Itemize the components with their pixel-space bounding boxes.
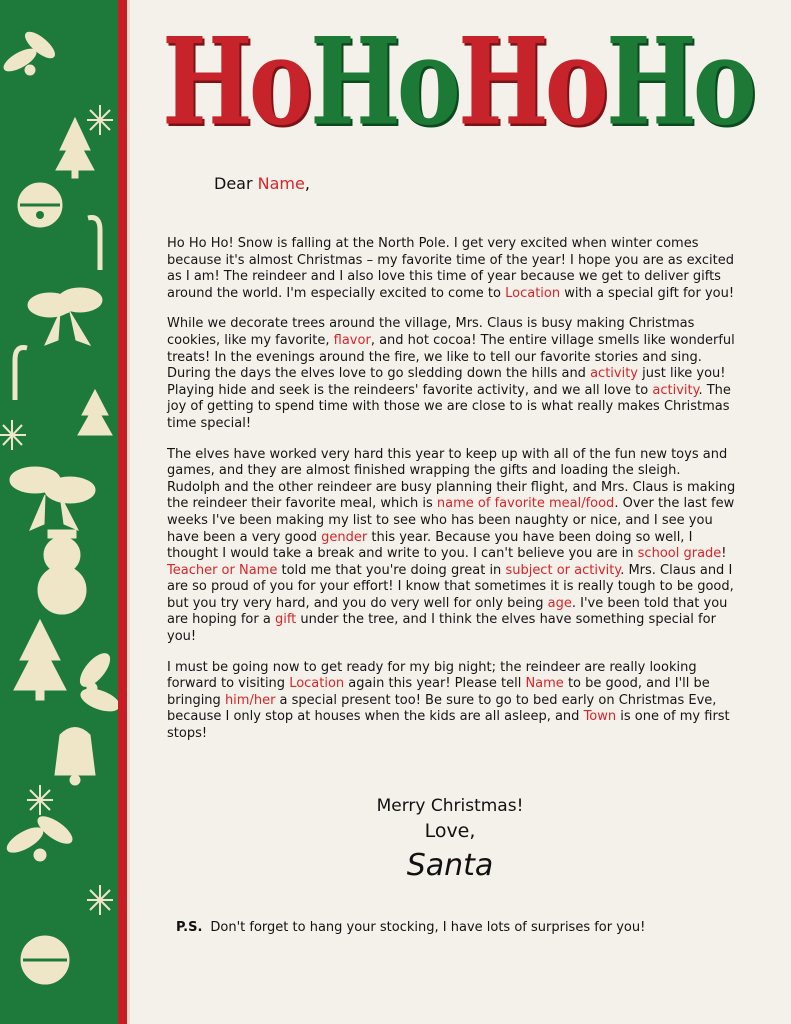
body-text-run: I must be going now to get ready for my big night; the reindeer are really looking forward to visiting [167,659,697,692]
placeholder-field: flavor [333,332,371,348]
tree-icon [78,390,112,435]
pattern-graphic [0,0,118,1024]
ho-ho-heading [150,10,770,152]
holly-icon [75,649,118,715]
heading-word: Ho [310,10,457,152]
jingle-bell-icon [55,728,95,786]
body-text-run: again this year! Please tell [344,676,526,692]
placeholder-field: activity [652,382,699,398]
placeholder-field: Name [525,676,564,692]
jingle-bell-icon [21,936,69,984]
gift-bow-icon [10,467,95,530]
placeholder-field: subject or activity [505,562,621,578]
body-text-run: , and hot cocoa! The entire village smells like wonderful treats! In the evenings around the fire, we like to tell our favorite stories and sing. During the days the elves love to go sledding down the hills and [167,332,735,382]
body-text-run: . Mrs. Claus and I are so proud of you for your effort! I know that sometimes it is really tough to be good, but you try very hard, and you do very well for only being [167,562,734,611]
snowman-icon [38,530,86,614]
body-paragraph [167,236,737,302]
body-text-run: . The joy of getting to spend time with those we are close to is what really makes Christmas time special! [167,382,731,431]
jingle-bell-icon [18,183,62,227]
placeholder-field: Teacher or Name [167,562,278,578]
paper-edge [127,0,130,1024]
body-text-run: . I've been told that you are hoping for a [167,595,728,628]
body-text-run: to be good, and I'll be bringing [167,676,710,708]
greeting-suffix: , [304,174,310,193]
greeting-prefix: Dear [214,174,258,193]
closing [300,796,600,883]
body-text-run: While we decorate trees around the village, Mrs. Claus is busy making Christmas cookies, like my favorite, [167,316,695,348]
postscript [176,920,645,935]
placeholder-field: gift [274,612,297,628]
body-text-run: just like you! Playing hide and seek is the reindeers' favorite activity, and we all love to [167,366,726,398]
greeting-name: Name [257,174,305,193]
heading-word: Ho [162,10,309,152]
tree-icon [14,620,66,700]
placeholder-field: gender [321,529,368,545]
body-text-run: The elves have worked very hard this year to keep up with all of the fun new toys and games, and they are almost finished wrapping the gifts and loading the sleigh. Rudolph and the other reindeer are busy planning their flight, and Mrs. Claus is making the reindeer their favorite meal, which is [167,446,736,512]
mistletoe-icon [4,812,76,861]
snowflake-icon [87,105,113,135]
heading-word: Ho [458,10,605,152]
placeholder-field: activity [590,366,638,382]
ps-label: P.S. [176,920,203,935]
body-paragraph [167,447,737,646]
closing-love: Love, [424,820,476,842]
gift-bow-icon [28,288,102,345]
ps-text: Don't forget to hang your stocking, I have lots of surprises for you! [210,920,646,935]
candy-cane-icon [88,218,100,271]
body-text-run: is one of my first stops! [167,709,730,742]
placeholder-field: him/her [224,692,276,708]
closing-merry: Merry Christmas! [376,796,524,816]
placeholder-field: Location [505,285,561,301]
candy-cane-icon [15,348,27,401]
letter-body [167,236,737,757]
body-text-run: under the tree, and I think the elves have something special for you! [167,612,716,645]
body-text-run: ! [721,546,727,562]
heading-word: Ho [606,10,753,152]
body-text-run: a special present too! Be sure to go to bed early on Christmas Eve, because I only stop at houses when the kids are all asleep, and [167,692,717,725]
snowflake-icon [27,785,53,815]
placeholder-field: age [547,595,572,611]
christmas-pattern-border [0,0,118,1024]
body-text-run: . Over the last few weeks I've been making my list to see who has been naughty or nice, and I see you have been a very good [167,496,735,545]
body-paragraph [167,660,737,743]
body-paragraph [167,316,737,432]
red-border-stripe [118,0,127,1024]
mistletoe-icon [1,28,58,75]
placeholder-field: name of favorite meal/food [436,496,615,512]
greeting [214,174,310,193]
placeholder-field: Town [583,709,617,725]
placeholder-field: Location [289,676,345,692]
snowflake-icon [0,420,26,450]
body-text-run: Ho Ho Ho! Snow is falling at the North Pole. I get very excited when winter comes because it's almost Christmas – my favorite time of the year! I hope you are as excited as I am! The reindeer and I also love this time of year because we get to deliver gifts around the world. I'm especially excited to come to [167,236,734,301]
signature: Santa [406,848,494,883]
tree-icon [56,118,94,178]
snowflake-icon [87,885,113,915]
placeholder-field: school grade [637,546,722,562]
body-text-run: this year. Because you have been doing so well, I thought I would take a break and write to you. I can't believe you are in [167,529,693,562]
body-text-run: with a special gift for you! [560,285,735,301]
body-text-run: told me that you're doing great in [277,562,506,578]
